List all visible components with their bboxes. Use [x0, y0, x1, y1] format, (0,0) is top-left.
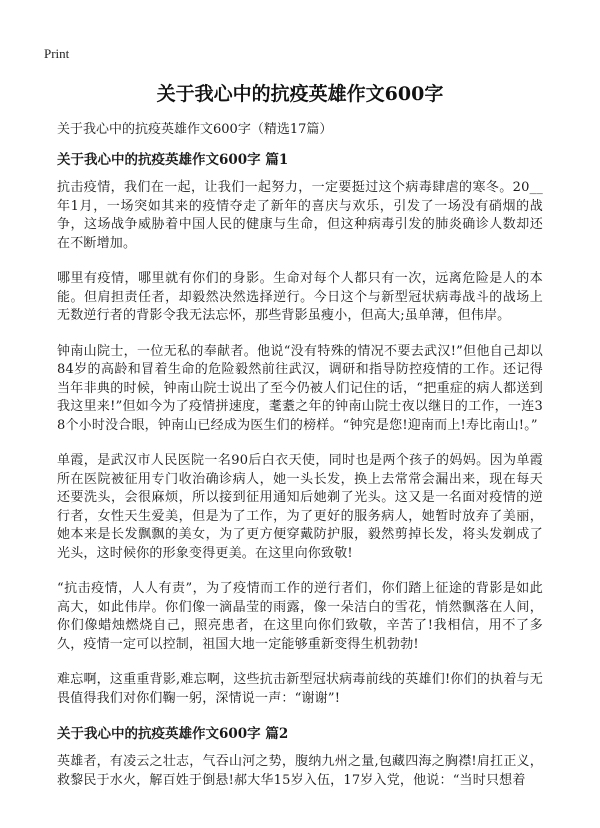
section-heading: 关于我心中的抗疫英雄作文600字 篇1 [57, 152, 289, 168]
document-body [57, 121, 543, 807]
paragraph: “抗击疫情，人人有责”，为了疫情而工作的逆行者们，你们踏上征途的背影是如此高大，如此伟岸。你们像一滴晶莹的雨露，像一朵洁白的雪花，悄然飘落在人间，你们像蜡烛燃烧自己，照亮患者，在这里向你们致敬，辛苦了!我相信，用不了多久，疫情一定可以控制，祖国大地一定能够重新变得生机勃勃! [57, 581, 543, 652]
paragraph: 英雄者，有凌云之壮志，气吞山河之势，腹纳九州之量,包藏四海之胸襟!肩扛正义，救黎民于水火，解百姓于倒悬!郝大华15岁入伍，17岁入党，他说：“当时只想着 [57, 754, 543, 788]
section-heading: 关于我心中的抗疫英雄作文600字 篇2 [57, 726, 289, 742]
paragraph: 单霞，是武汉市人民医院一名90后白衣天使，同时也是两个孩子的妈妈。因为单霞所在医院被征用专门收治确诊病人，她一头长发，换上去常常会漏出来，现在每天还要洗头，会很麻烦，所以接到征用通知后她剃了光头。这又是一名面对疫情的逆行者，女性天生爱美，但是为了工作，为了更好的服务病人，她暂时放弃了美丽，她本来是长发飘飘的美女，为了更方便穿戴防护服，毅然剪掉长发，将头发剃成了光头，这时候你的形象变得更美。在这里向你致敬! [57, 453, 543, 561]
print-link[interactable]: Print [44, 46, 70, 61]
paragraph: 钟南山院士，一位无私的奉献者。他说“没有特殊的情况不要去武汉!”但他自己却以84岁的高龄和冒着生命的危险毅然前往武汉，调研和指导防控疫情的工作。还记得当年非典的时候，钟南山院士说出了至今仍被人们记住的话，“把重症的病人都送到我这里来!”但如今为了疫情拼速度，耄耋之年的钟南山院士夜以继日的工作，一连38个小时没合眼，钟南山已经成为医生们的榜样。“钟究是您!迎南而上!寿比南山!。” [57, 343, 543, 433]
paragraph: 难忘啊，这重重背影,难忘啊，这些抗击新型冠状病毒前线的英雄们!你们的执着与无畏值得我们对你们鞠一躬，深情说一声：“谢谢”! [57, 672, 543, 706]
section-2 [57, 725, 543, 790]
document-title: 关于我心中的抗疫英雄作文600字 [156, 83, 444, 105]
document-subtitle: 关于我心中的抗疫英雄作文600字（精选17篇） [57, 122, 333, 137]
section-1 [57, 151, 543, 708]
paragraph: 抗击疫情，我们在一起，让我们一起努力，一定要挺过这个病毒肆虐的寒冬。20__年1月，一场突如其来的疫情夺走了新年的喜庆与欢乐，引发了一场没有硝烟的战争，这场战争威胁着中国人民的健康与生命，但这种病毒引发的肺炎确诊人数却还在不断增加。 [57, 180, 543, 251]
paragraph: 哪里有疫情，哪里就有你们的身影。生命对每个人都只有一次，远离危险是人的本能。但肩担责任者，却毅然决然选择逆行。今日这个与新型冠状病毒战斗的战场上无数逆行者的背影令我无法忘怀，那些背影虽瘦小，但高大;虽单薄，但伟岸。 [57, 271, 543, 323]
